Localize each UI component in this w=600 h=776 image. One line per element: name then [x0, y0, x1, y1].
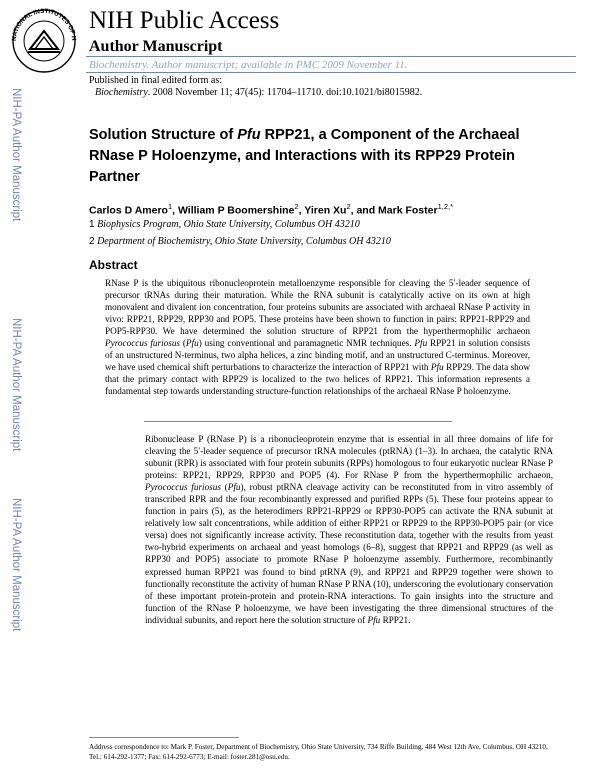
- article-title: Solution Structure of Pfu RPP21, a Component of the Archaeal RNase P Holoenzyme, and Interactions with its RPP29 Protein Partner: [89, 127, 520, 185]
- body-paragraph: Ribonuclease P (RNase P) is a ribonucleoprotein enzyme that is essential in all three domains of life for cleaving the 5′-leader sequence of precursor tRNA molecules (ptRNA) (1–3). In archaea, the catalytic RNA subunit (RPR) is associated with four protein subunits (RPPs) homologous to four eukaryotic nuclear RNase P proteins: RPP21, RPP29, RPP30 and POP5 (4). For RNase P from the hyperthermophilic archaeon, Pyrococcus furiosus (Pfu), robust ptRNA cleavage activity can be reconstituted from in vitro assembly of transcribed RPR and the four recombinantly expressed and purified RPPs (5). These four proteins appear to function in pairs (5), as the heterodimers RPP21-RPP29 or RPP30-POP5 can activate the RNA subunit at relatively low salt concentrations, while addition of either RPP21 or RPP29 to the RPP30-POP5 pair (or vice versa) does not significantly increase activity. These reconstitution data, together with the results from yeast two-hybrid experiments on archaeal and yeast homologs (6–8), suggest that RPP21 and RPP29 (as well as RPP30 and POP5) associate to promote RNase P holoenzyme assembly. Furthermore, recombinantly expressed human RPP21 was found to bind ptRNA (9), and RPP21 and RPP29 together were shown to functionally reconstitute the activity of human RNase P RNA (10), underscoring the evolutionary conservation of these important protein-protein and protein-RNA interactions. To gain insights into the structure and function of the RNase P holoenzyme, we have been investigating the three dimensional structures of the individual subunits, and report here the solution structure of Pfu RPP21.: [145, 434, 553, 625]
- abstract-text: RNase P is the ubiquitous ribonucleoprotein metalloenzyme responsible for cleaving the 5′-leader sequence of precursor tRNAs during their maturation. While the RNA subunit is catalytically active on its own at high monovalent and divalent ion concentration, four proteins subunits are associated with archaeal RNase P activity in vivo: RPP21, RPP29, RPP30 and POP5. These proteins have been shown to function in pairs: RPP21-RPP29 and POP5-RPP30. We have determined the solution structure of RPP21 from the hyperthermophilic archaeon Pyrococcus furiosus (Pfu) using conventional and paramagnetic NMR techniques. Pfu RPP21 in solution consists of an unstructured N-terminus, two alpha helices, a zinc binding motif, and an unstructured C-terminus. Moreover, we have used chemical shift perturbations to characterize the interaction of RPP21 with Pfu RPP29. The data show that the primary contact with RPP29 is localized to the two helices of RPP21. This information represents a fundamental step towards understanding structure-function relationships of the archaeal RNase P holoenzyme.: [105, 278, 531, 397]
- citation-details: . 2008 November 11; 47(45): 11704–11710. doi:10.1021/bi8015982.: [147, 87, 423, 98]
- title-italic-pfu: Pfu: [237, 127, 261, 143]
- side-label-middle: NIH-PA Author Manuscript: [10, 318, 22, 452]
- author-list: Carlos D Amero$^1$, William P Boomershine$^2$, Yiren Xu$^2$, and Mark Foster$^{1,2,*}$: [89, 202, 454, 217]
- side-label-top: NIH-PA Author Manuscript: [10, 88, 22, 222]
- abstract-heading: Abstract: [89, 258, 138, 272]
- footnote-separator: [89, 737, 239, 738]
- journal-name: Biochemistry: [95, 87, 148, 98]
- author-name: Mark Foster: [378, 204, 438, 217]
- header-subtitle: Author Manuscript: [89, 38, 223, 55]
- correspondence-footnote: Address correspondence to: Mark P. Foster, Department of Biochemistry, Ohio State University, 734 Riffe Building, 484 West 12th Ave, Columbus, OH 43210, Tel.: 614-292-1377; Fax: 614-292-6773; E-mail: foster.281@osu.edu.: [89, 743, 548, 761]
- header-rule: [86, 56, 576, 57]
- body-separator: [144, 421, 452, 422]
- svg-text:NATIONAL INSTITUTES OF HEALTH: [6, 5, 77, 41]
- header-rule-bottom: [86, 72, 576, 73]
- nih-seal-logo: [6, 5, 86, 75]
- seal-text: NATIONAL INSTITUTES OF H: [10, 7, 78, 42]
- author-affil-mark: 2: [294, 202, 299, 211]
- affiliation-2: 2 Department of Biochemistry, Ohio State University, Columbus OH 43210: [89, 236, 391, 247]
- author-affil-mark: 2: [346, 202, 351, 211]
- author-name: Carlos D Amero: [89, 204, 168, 217]
- availability-note: Biochemistry. Author manuscript; available in PMC 2009 November 11.: [89, 59, 408, 71]
- published-line: Published in final edited form as:: [89, 75, 223, 86]
- author-affil-mark: 1,2,*: [437, 202, 454, 211]
- header-title: NIH Public Access: [89, 7, 280, 34]
- affiliation-1: 1 Biophysics Program, Ohio State University, Columbus OH 43210: [89, 219, 360, 230]
- citation-line: [95, 87, 422, 98]
- author-name: Yiren Xu: [304, 204, 347, 217]
- author-name: William P Boomershine: [177, 204, 295, 217]
- side-label-bottom: NIH-PA Author Manuscript: [10, 498, 22, 632]
- author-affil-mark: 1: [167, 202, 173, 211]
